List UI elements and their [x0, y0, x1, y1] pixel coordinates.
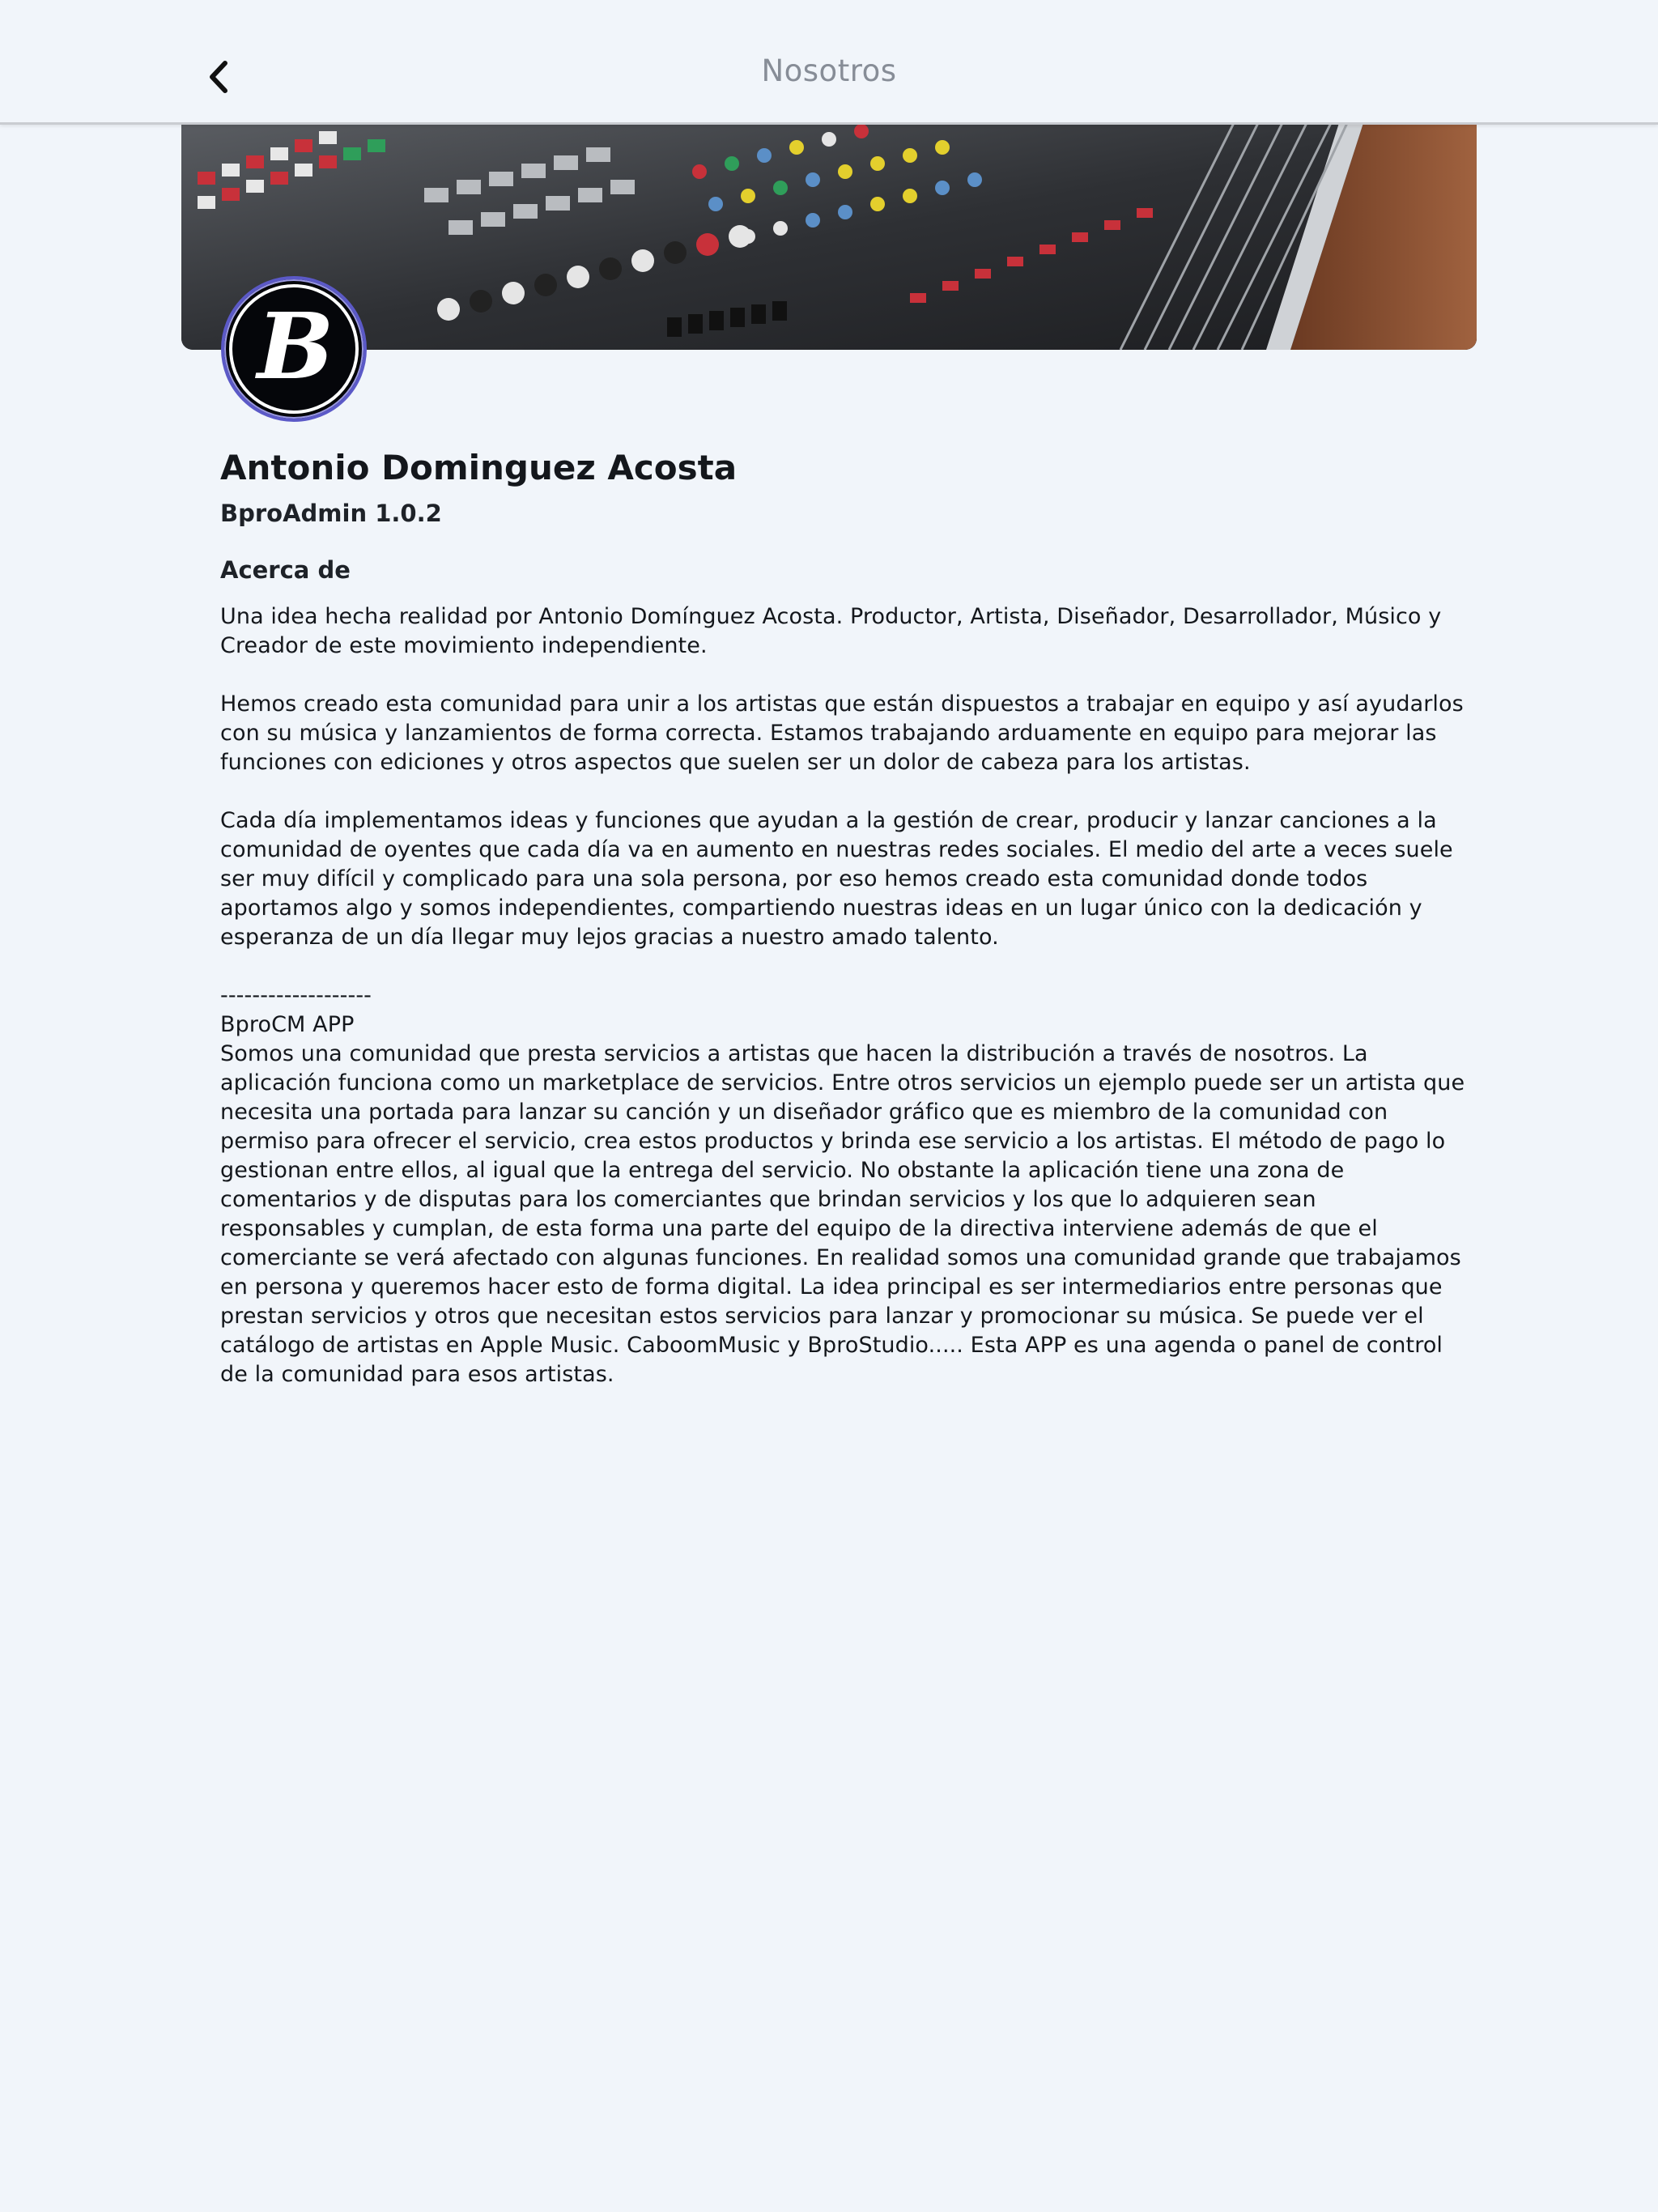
avatar: [221, 276, 367, 422]
profile-content: [220, 444, 1467, 1389]
avatar-letter: B: [257, 294, 334, 400]
brand-logo-icon: [224, 279, 363, 419]
app-header: [0, 0, 1658, 125]
banner-image: [181, 123, 1477, 350]
profile-name: Antonio Dominguez Acosta: [220, 448, 738, 487]
mixing-console-image: [181, 123, 1477, 350]
about-text: Una idea hecha realidad por Antonio Domínguez Acosta. Productor, Artista, Diseñador, Desarrollador, Músico y Creador de este movimiento independiente. Hemos creado esta comunidad para unir a los artistas que están dispuestos a trabajar en equipo y así ayudarlos con su música y lanzamientos de forma correcta. Estamos trabajando arduamente en equipo para mejorar las funciones con ediciones y otros aspectos que suelen ser un dolor de cabeza para los artistas. Cada día implementamos ideas y funciones que ayudan a la gestión de crear, producir y lanzar canciones a la comunidad de oyentes que cada día va en aumento en nuestras redes sociales. El medio del arte a veces suele ser muy difícil y complicado para una sola persona, por eso hemos creado esta comunidad donde todos aportamos algo y somos independientes, compartiendo nuestras ideas en un lugar único con la dedicación y esperanza de un día llegar muy lejos gracias a nuestro amado talento. ------------------- BproCM APP Somos una comunidad que presta servicios a artistas que hacen la distribución a través de nosotros. La aplicación funciona como un marketplace de servicios. Entre otros servicios un ejemplo puede ser un artista que necesita una portada para lanzar su canción y un diseñador gráfico que es miembro de la comunidad con permiso para ofrecer el servicio, crea estos productos y brinda ese servicio a los artistas. El método de pago lo gestionan entre ellos, al igual que la entrega del servicio. No obstante la aplicación tiene una zona de comentarios y de disputas para los comerciantes que brindan servicios y los que lo adquieren sean responsables y cumplan, de esta forma una parte del equipo de la directiva interviene además de que el comerciante se verá afectado con algunas funciones. En realidad somos una comunidad grande que trabajamos en persona y queremos hacer esto de forma digital. La idea principal es ser intermediarios entre personas que prestan servicios y otros que necesitan estos servicios para lanzar y promocionar su música. Se puede ver el catálogo de artistas en Apple Music. CaboomMusic y BproStudio..... Esta APP es una agenda o panel de control de la comunidad para esos artistas.: [220, 604, 1465, 1387]
about-title: Acerca de: [220, 556, 351, 584]
app-version: BproAdmin 1.0.2: [220, 500, 442, 527]
page-title: Nosotros: [761, 53, 897, 88]
